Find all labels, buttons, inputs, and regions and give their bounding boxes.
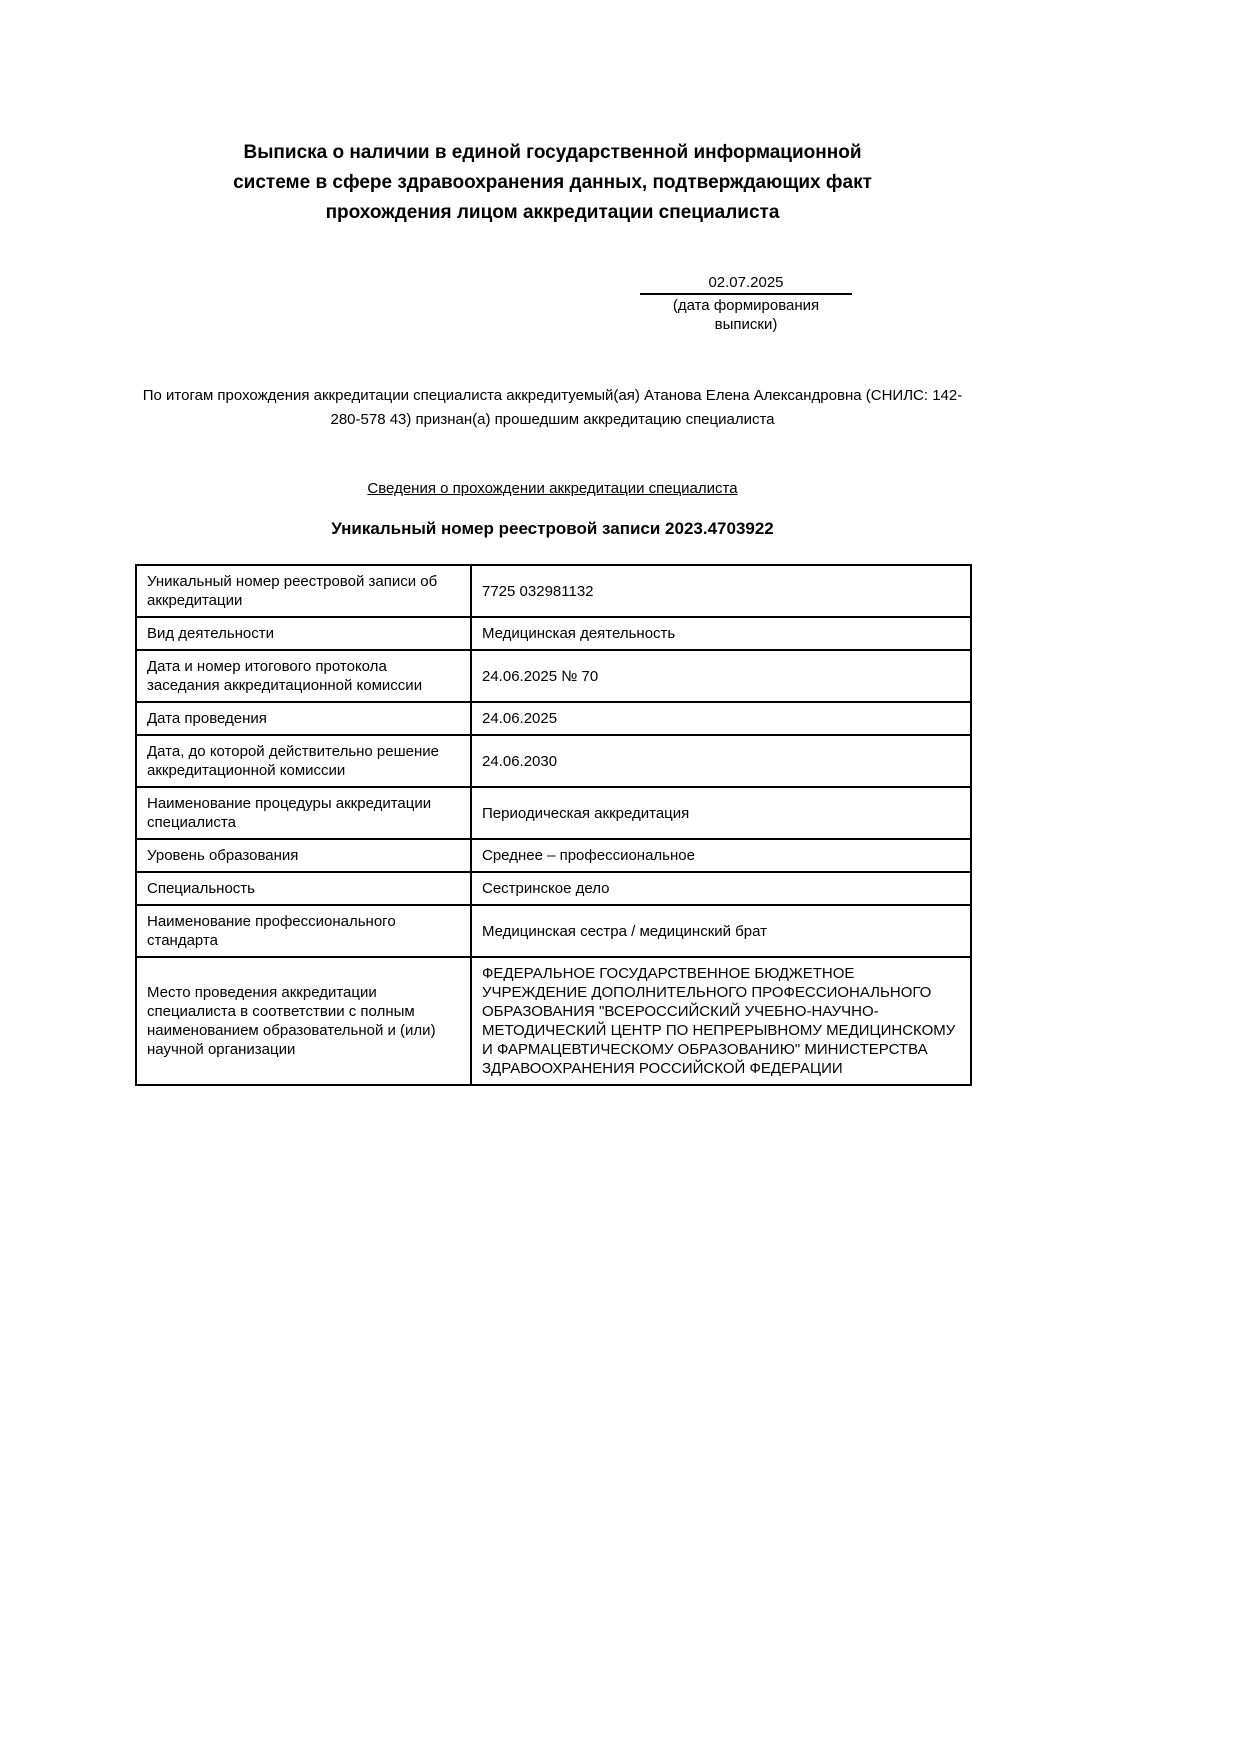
accreditation-result-paragraph: По итогам прохождения аккредитации специалиста аккредитуемый(ая) Атанова Елена Александровна (СНИЛС: 142-280-578 43) признан(а) прошедшим аккредитацию специалиста — [142, 387, 963, 428]
table-row — [136, 650, 971, 702]
table-row — [136, 839, 971, 872]
formation-date-block — [640, 273, 852, 334]
row-label-procedure-name: Наименование процедуры аккредитации специалиста — [136, 787, 471, 839]
row-value-registry-number: 7725 032981132 — [471, 565, 971, 617]
document-title-line-1: Выписка о наличии в единой государственной информационной — [243, 142, 862, 163]
table-row — [136, 565, 971, 617]
row-value-valid-until: 24.06.2030 — [471, 735, 971, 787]
table-row — [136, 735, 971, 787]
row-value-education-level: Среднее – профессиональное — [471, 839, 971, 872]
row-value-date-held: 24.06.2025 — [471, 702, 971, 735]
registry-record-heading: Уникальный номер реестровой записи 2023.4703922 — [331, 519, 774, 538]
table-row — [136, 702, 971, 735]
row-label-activity-type: Вид деятельности — [136, 617, 471, 650]
row-label-date-held: Дата проведения — [136, 702, 471, 735]
table-row — [136, 905, 971, 957]
row-value-specialty: Сестринское дело — [471, 872, 971, 905]
row-label-education-level: Уровень образования — [136, 839, 471, 872]
row-label-valid-until: Дата, до которой действительно решение аккредитационной комиссии — [136, 735, 471, 787]
row-label-protocol: Дата и номер итогового протокола заседания аккредитационной комиссии — [136, 650, 471, 702]
document-title — [135, 138, 970, 228]
formation-date-caption: (дата формирования выписки) — [672, 297, 820, 333]
table-row — [136, 957, 971, 1085]
document-title-line-3: прохождения лицом аккредитации специалиста — [325, 202, 780, 223]
section-heading: Сведения о прохождении аккредитации специалиста — [367, 480, 738, 497]
table-row — [136, 787, 971, 839]
document-content — [135, 0, 970, 1086]
document-title-line-2: системе в сфере здравоохранения данных, подтверждающих факт — [233, 172, 872, 193]
row-label-registry-number: Уникальный номер реестровой записи об аккредитации — [136, 565, 471, 617]
table-row — [136, 617, 971, 650]
row-label-specialty: Специальность — [136, 872, 471, 905]
row-label-professional-standard: Наименование профессионального стандарта — [136, 905, 471, 957]
row-value-activity-type: Медицинская деятельность — [471, 617, 971, 650]
row-value-professional-standard: Медицинская сестра / медицинский брат — [471, 905, 971, 957]
accreditation-details-table — [135, 564, 972, 1086]
formation-date-value: 02.07.2025 — [640, 273, 852, 295]
row-value-venue-organization: ФЕДЕРАЛЬНОЕ ГОСУДАРСТВЕННОЕ БЮДЖЕТНОЕ УЧРЕЖДЕНИЕ ДОПОЛНИТЕЛЬНОГО ПРОФЕССИОНАЛЬНОГО ОБРАЗОВАНИЯ "ВСЕРОССИЙСКИЙ УЧЕБНО-НАУЧНО-МЕТОДИЧЕСКИЙ ЦЕНТР ПО НЕПРЕРЫВНОМУ МЕДИЦИНСКОМУ И ФАРМАЦЕВТИЧЕСКОМУ ОБРАЗОВАНИЮ" МИНИСТЕРСТВА ЗДРАВООХРАНЕНИЯ РОССИЙСКОЙ ФЕДЕРАЦИИ — [471, 957, 971, 1085]
row-value-protocol: 24.06.2025 № 70 — [471, 650, 971, 702]
row-value-procedure-name: Периодическая аккредитация — [471, 787, 971, 839]
row-label-venue-organization: Место проведения аккредитации специалиста в соответствии с полным наименованием образовательной и (или) научной организации — [136, 957, 471, 1085]
table-row — [136, 872, 971, 905]
